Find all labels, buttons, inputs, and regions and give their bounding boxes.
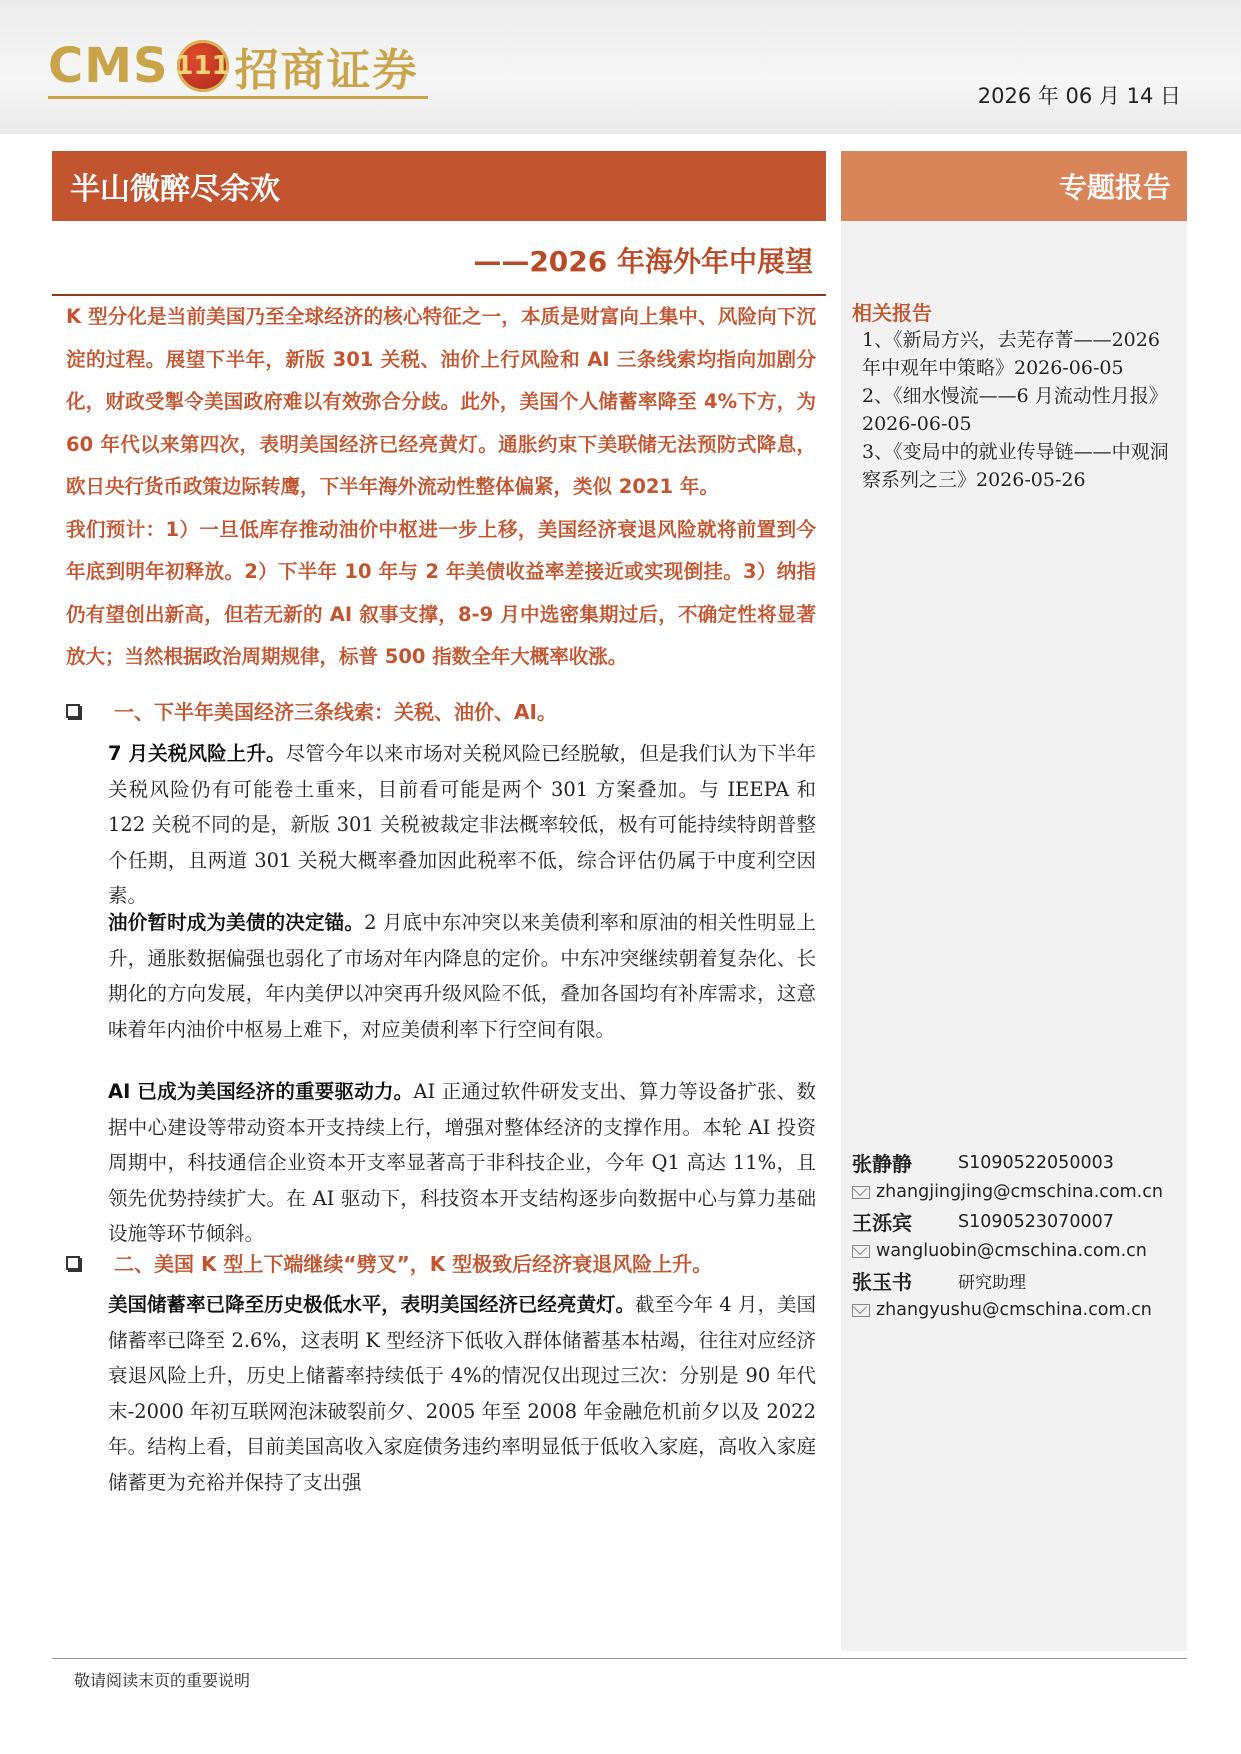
analyst-row: [852, 1148, 1182, 1178]
related-reports-list: [862, 326, 1180, 494]
report-date: 2026 年 06 月 14 日: [977, 84, 1181, 108]
analyst-role: 研究助理: [958, 1273, 1026, 1294]
paragraph-lead: 美国储蓄率已降至历史极低水平，表明美国经济已经亮黄灯。: [108, 1293, 636, 1316]
section-heading-text: 一、下半年美国经济三条线索：关税、油价、AI。: [114, 700, 557, 724]
related-reports-title: 相关报告: [852, 301, 932, 325]
paragraph-text: AI 正通过软件研发支出、算力等设备扩张、数据中心建设等带动资本开支持续上行，增强对整体经济的支撑作用。本轮 AI 投资周期中，科技通信企业资本开支率显著高于非科技企业，今年 Q1 高达 11%，且领先优势持续扩大。在 AI 驱动下，科技资本开支结构逐步向数据中心与算力基础设施等环节倾斜。: [108, 1080, 816, 1245]
paragraph-lead: 7 月关税风险上升。: [108, 742, 286, 765]
analyst-email-row: [852, 1237, 1182, 1267]
analyst-email[interactable]: wangluobin@cmschina.com.cn: [876, 1241, 1147, 1262]
analyst-email-row: [852, 1296, 1182, 1326]
paragraph-text: 截至今年 4 月，美国储蓄率已降至 2.6%，这表明 K 型经济下低收入群体储蓄基本枯竭，往往对应经济衰退风险上升，历史上储蓄率持续低于 4%的情况仅出现过三次：分别是 90 年代末-2000 年初互联网泡沫破裂前夕、2005 年至 2008 年金融危机前夕以及 2022 年。结构上看，目前美国高收入家庭债务违约率明显低于低收入家庭，高收入家庭储蓄更为充裕并保持了支出强: [108, 1293, 816, 1494]
related-report-link[interactable]: 1、《新局方兴，去芜存菁——2026 年中观年中策略》2026-06-05: [862, 329, 1160, 379]
report-title: 半山微醉尽余欢: [70, 172, 280, 207]
analyst-row: [852, 1266, 1182, 1296]
paragraph-text: 2 月底中东冲突以来美债利率和原油的相关性明显上升，通胀数据偏强也弱化了市场对年内降息的定价。中东冲突继续朝着复杂化、长期化的方向发展，年内美伊以冲突再升级风险不低，叠加各国均有补库需求，这意味着年内油价中枢易上难下，对应美债利率下行空间有限。: [108, 911, 816, 1041]
analyst-row: [852, 1207, 1182, 1237]
logo-mark-icon: 111: [177, 40, 229, 92]
related-report-link[interactable]: 2、《细水慢流——6 月流动性月报》2026-06-05: [862, 385, 1168, 435]
section-heading-text: 二、美国 K 型上下端继续“劈叉”，K 型极致后经济衰退风险上升。: [114, 1252, 713, 1276]
analyst-id: S1090523070007: [958, 1211, 1114, 1232]
square-bullet-icon: [66, 704, 80, 718]
paragraph-text: 尽管今年以来市场对关税风险已经脱敏，但是我们认为下半年关税风险仍有可能卷土重来，目前看可能是两个 301 方案叠加。与 IEEPA 和 122 关税不同的是，新版 301 关税被裁定非法概率较低，极有可能持续特朗普整个任期，且两道 301 关税大概率叠加因此税率不低，综合评估仍属于中度利空因素。: [108, 742, 816, 907]
body-paragraph: [108, 1287, 816, 1500]
footer-divider: [52, 1658, 1187, 1659]
analyst-name: 张玉书: [852, 1270, 912, 1295]
related-report-link[interactable]: 3、《变局中的就业传导链——中观洞察系列之三》2026-05-26: [862, 441, 1169, 491]
report-type-bar: [841, 151, 1187, 221]
report-subtitle: ——2026 年海外年中展望: [473, 245, 813, 278]
analyst-id: S1090522050003: [958, 1152, 1114, 1173]
abstract: [66, 296, 816, 679]
analyst-email[interactable]: zhangyushu@cmschina.com.cn: [876, 1300, 1152, 1321]
paragraph-lead: 油价暂时成为美债的决定锚。: [108, 911, 365, 934]
logo-text: CMS: [48, 38, 169, 94]
paragraph-lead: AI 已成为美国经济的重要驱动力。: [108, 1080, 414, 1103]
company-logo: [48, 36, 419, 96]
body-paragraph: [108, 1074, 816, 1252]
logo-chinese-name: 招商证券: [234, 45, 419, 96]
analyst-name: 张静静: [852, 1152, 912, 1177]
analyst-list: [852, 1148, 1182, 1325]
abstract-paragraph: K 型分化是当前美国乃至全球经济的核心特征之一，本质是财富向上集中、风险向下沉淀的过程。展望下半年，新版 301 关税、油价上行风险和 AI 三条线索均指向加剧分化，财政受掣令美国政府难以有效弥合分歧。此外，美国个人储蓄率降至 4%下方，为 60 年代以来第四次，表明美国经济已经亮黄灯。通胀约束下美联储无法预防式降息，欧日央行货币政策边际转鹰，下半年海外流动性整体偏紧，类似 2021 年。: [66, 305, 816, 498]
logo-underline: [48, 96, 428, 99]
abstract-paragraph: 我们预计：1）一旦低库存推动油价中枢进一步上移，美国经济衰退风险就将前置到今年底到明年初释放。2）下半年 10 年与 2 年美债收益率差接近或实现倒挂。3）纳指仍有望创出新高，但若无新的 AI 叙事支撑，8-9 月中选密集期过后，不确定性将显著放大；当然根据政治周期规律，标普 500 指数全年大概率收涨。: [66, 517, 816, 668]
analyst-email[interactable]: zhangjingjing@cmschina.com.cn: [876, 1182, 1163, 1203]
section-heading: [66, 1248, 826, 1277]
mail-icon: [852, 1186, 870, 1199]
body-paragraph: [108, 736, 816, 914]
report-type: 专题报告: [1058, 171, 1171, 204]
analyst-name: 王泺宾: [852, 1211, 912, 1236]
mail-icon: [852, 1245, 870, 1258]
analyst-email-row: [852, 1178, 1182, 1208]
section-heading: [66, 696, 826, 725]
square-bullet-icon: [66, 1256, 80, 1270]
mail-icon: [852, 1304, 870, 1317]
body-paragraph: [108, 905, 816, 1047]
title-bar: [52, 151, 826, 221]
footer-disclaimer: 敬请阅读末页的重要说明: [74, 1671, 251, 1690]
